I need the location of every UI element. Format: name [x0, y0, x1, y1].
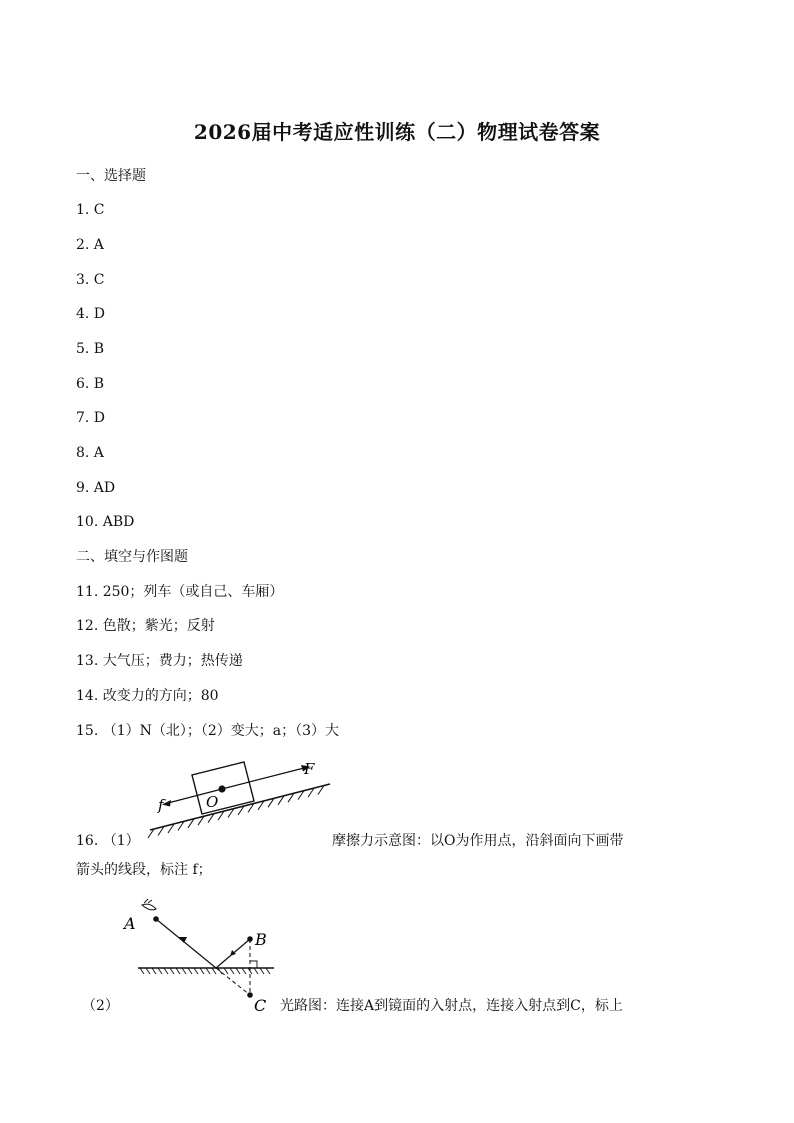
mirror-light-path-diagram — [120, 895, 290, 1017]
answer-item: 10. ABD — [76, 514, 135, 530]
answer-item: 5. B — [76, 341, 105, 357]
q16-part1-continuation: 箭头的线段，标注 f； — [76, 862, 212, 878]
q16-part1-prefix: 16. （1） — [76, 833, 140, 849]
section-heading-choice: 一、选择题 — [76, 168, 146, 184]
label-B: B — [255, 930, 267, 949]
label-A: A — [124, 914, 136, 933]
answer-item: 4. D — [76, 306, 106, 322]
answer-item: 12. 色散；紫光；反射 — [76, 618, 215, 634]
q16-part1-text: 摩擦力示意图：以O为作用点，沿斜面向下画带 — [332, 833, 624, 849]
force-F-label: F — [304, 760, 315, 778]
page-title: 2026届中考适应性训练（二）物理试卷答案 — [193, 120, 601, 144]
force-f-label: f — [158, 796, 164, 814]
action-point-dot — [218, 785, 225, 792]
answer-item: 15. （1）N（北）；（2）变大；a；（3）大 — [76, 723, 340, 739]
point-A-dot — [153, 916, 159, 922]
answer-item: 14. 改变力的方向；80 — [76, 688, 219, 704]
answer-item: 1. C — [76, 202, 105, 218]
q16-part2-prefix: （2） — [82, 998, 119, 1014]
q16-part2-text: 光路图：连接A到镜面的入射点，连接入射点到C，标上 — [280, 998, 623, 1014]
incline-friction-diagram — [140, 758, 340, 840]
answer-item: 13. 大气压；费力；热传递 — [76, 653, 243, 669]
point-B-dot — [247, 936, 253, 942]
answer-item: 7. D — [76, 410, 106, 426]
answer-item: 2. A — [76, 237, 104, 253]
answer-item: 9. AD — [76, 480, 116, 496]
answer-item: 3. C — [76, 272, 105, 288]
point-C-dot — [247, 992, 253, 998]
answer-item: 11. 250；列车（或自己、车厢） — [76, 584, 284, 600]
eye-icon — [142, 904, 156, 910]
answer-item: 6. B — [76, 376, 105, 392]
answer-item: 8. A — [76, 445, 104, 461]
point-O-label: O — [206, 793, 219, 811]
label-C: C — [254, 996, 267, 1015]
section-heading-fill: 二、填空与作图题 — [76, 549, 188, 565]
